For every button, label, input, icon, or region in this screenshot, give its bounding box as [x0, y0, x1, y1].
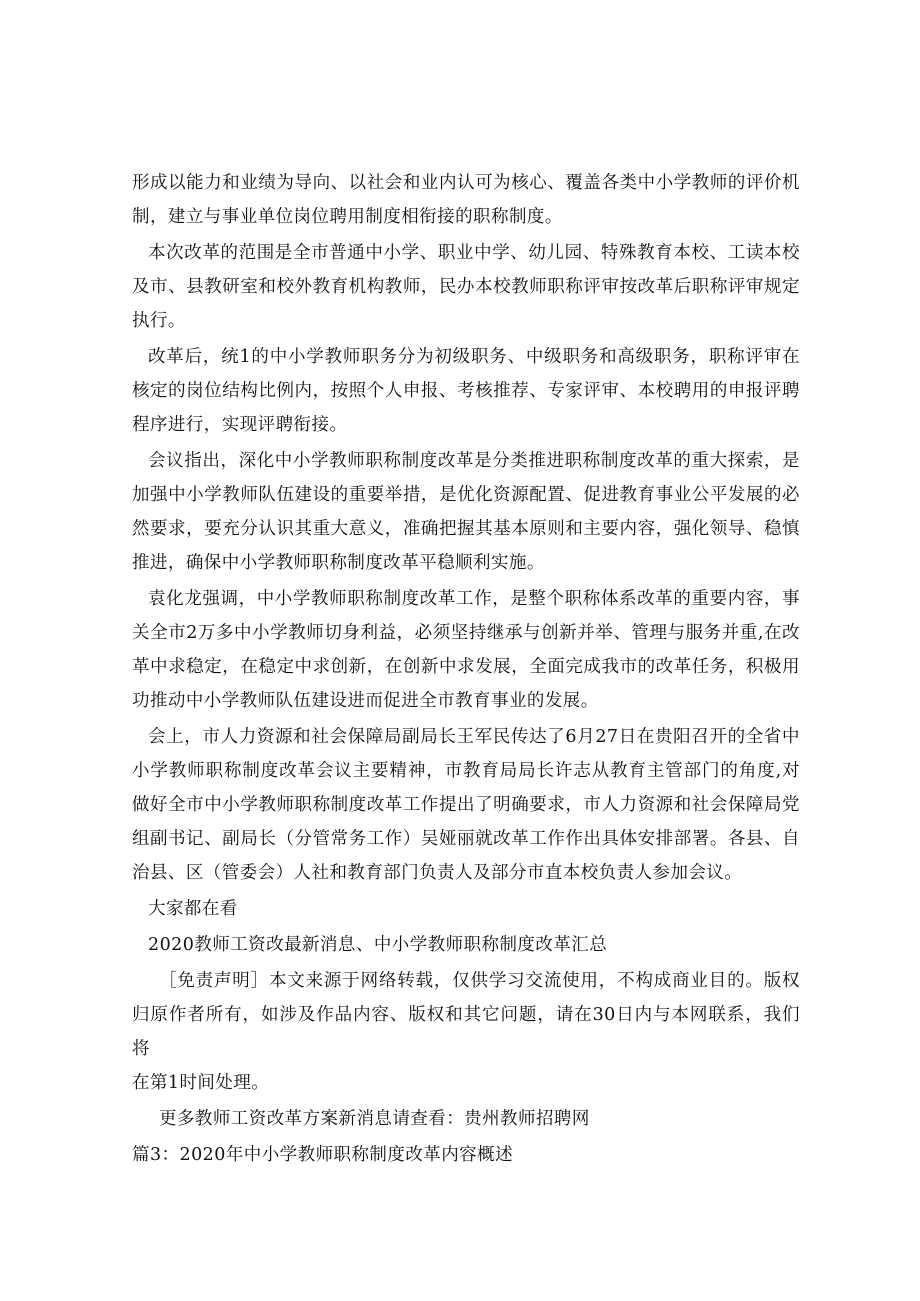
paragraph-3: 改革后，统1的中小学教师职务分为初级职务、中级职务和高级职务，职称评审在核定的岗位结构比例内，按照个人申报、考核推荐、专家评审、本校聘用的申报评聘程序进行，实现评聘衔接。 — [132, 347, 800, 435]
see-also-link[interactable]: 2020教师工资改最新消息、中小学教师职称制度改革汇总 — [148, 935, 608, 955]
see-also-label: 大家都在看 — [148, 899, 238, 919]
paragraph-2: 本次改革的范围是全市普通中小学、职业中学、幼儿园、特殊教育本校、工读本校及市、县教研室和校外教育机构教师，民办本校教师职称评审按改革后职称评审规定执行。 — [132, 243, 800, 331]
paragraph-4: 会议指出，深化中小学教师职称制度改革是分类推进职称制度改革的重大探索，是加强中小学教师队伍建设的重要举措，是优化资源配置、促进教育事业公平发展的必然要求，要充分认识其重大意义，准确把握其基本原则和主要内容，强化领导、稳慎推进，确保中小学教师职称制度改革平稳顺利实施。 — [132, 451, 800, 573]
paragraph-1: 形成以能力和业绩为导向、以社会和业内认可为核心、覆盖各类中小学教师的评价机制，建立与事业单位岗位聘用制度相衔接的职称制度。 — [132, 173, 800, 227]
paragraph-6: 会上，市人力资源和社会保障局副局长王军民传达了6月27日在贵阳召开的全省中小学教师职称制度改革会议主要精神，市教育局局长许志从教育主管部门的角度,对做好全市中小学教师职称制度改革工作提出了明确要求，市人力资源和社会保障局党组副书记、副局长（分管常务工作）吴娅丽就改革工作作出具体安排部署。各县、自治县、区（管委会）人社和教育部门负责人及部分市直本校负责人参加会议。 — [132, 727, 800, 883]
article-body — [132, 166, 800, 1174]
next-article-title[interactable]: 篇3：2020年中小学教师职称制度改革内容概述 — [132, 1145, 514, 1165]
disclaimer-text: ［免责声明］本文来源于网络转载，仅供学习交流使用，不构成商业目的。版权归原作者所有，如涉及作品内容、版权和其它问题，请在30日内与本网联系，我们将 — [132, 971, 800, 1059]
disclaimer-tail: 在第1时间处理。 — [132, 1073, 270, 1093]
paragraph-5: 袁化龙强调，中小学教师职称制度改革工作，是整个职称体系改革的重要内容，事关全市2万多中小学教师切身利益，必须坚持继承与创新并举、管理与服务并重,在改革中求稳定，在稳定中求创新，在创新中求发展，全面完成我市的改革任务，积极用功推动中小学教师队伍建设进而促进全市教育事业的发展。 — [132, 589, 800, 711]
disclaimer — [132, 964, 800, 1066]
more-info-link[interactable]: 更多教师工资改革方案新消息请查看：贵州教师招聘网 — [159, 1109, 590, 1129]
